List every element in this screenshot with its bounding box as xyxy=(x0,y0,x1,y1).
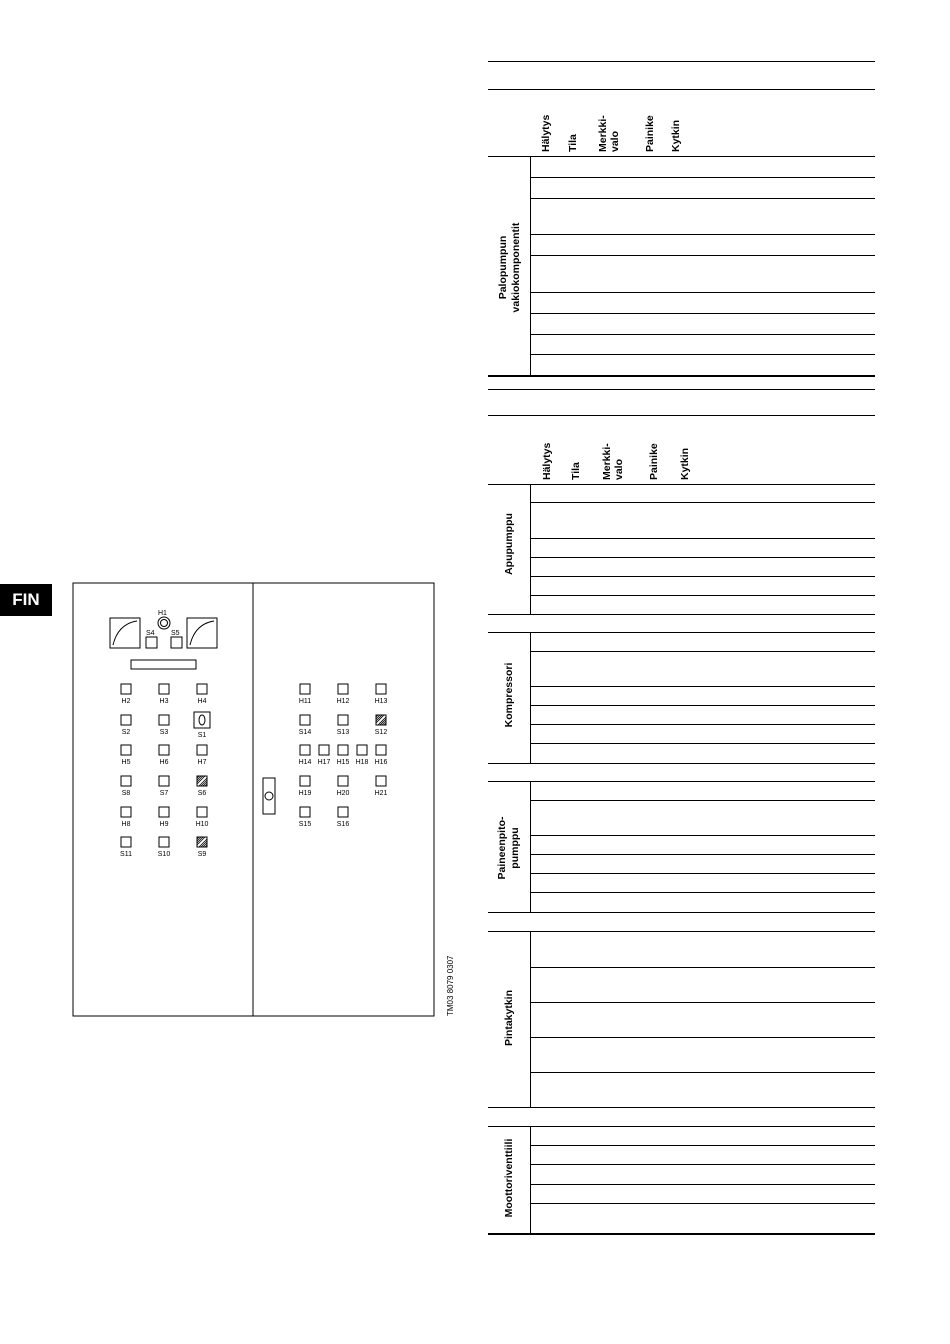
col-header-tila: Tila xyxy=(567,134,579,152)
display-strip xyxy=(131,660,196,669)
component-label: H5 xyxy=(121,759,131,766)
group-rule xyxy=(488,781,875,782)
component-label: H7 xyxy=(197,759,207,766)
table-row xyxy=(530,835,875,836)
table-row xyxy=(530,967,875,968)
col-header-painike: Painike xyxy=(644,115,656,152)
component-label: H8 xyxy=(121,821,131,828)
component-label: S16 xyxy=(336,821,350,828)
control-panel-drawing xyxy=(72,582,435,1017)
table-row xyxy=(530,1145,875,1146)
control-panel-svg xyxy=(72,582,435,1017)
component-label: S9 xyxy=(197,851,207,858)
component-label: S6 xyxy=(197,790,207,797)
right-door-components xyxy=(299,684,388,828)
col-header-halytys: Hälytys xyxy=(540,114,552,152)
component-label: S12 xyxy=(374,729,388,736)
group-rule xyxy=(488,912,875,913)
component-h4 xyxy=(197,684,207,705)
component-label: H21 xyxy=(374,790,388,797)
component-s11 xyxy=(120,837,132,858)
table-row xyxy=(530,292,875,293)
component-label: H12 xyxy=(336,698,350,705)
table1-group-divider xyxy=(530,157,531,375)
table2-rule xyxy=(488,415,875,416)
component-label: S15 xyxy=(298,821,312,828)
group-rule xyxy=(488,614,875,615)
component-label: S8 xyxy=(121,790,131,797)
table-row xyxy=(530,313,875,314)
table-row xyxy=(530,595,875,596)
component-label: S11 xyxy=(120,851,132,858)
component-label: H15 xyxy=(336,759,350,766)
button-s5-label: S5 xyxy=(171,630,180,637)
component-s8 xyxy=(121,776,131,797)
group-label-apupumppu: Apupumppu xyxy=(503,513,515,575)
group-label-palopumppu: Palopumpun vakiokomponentit xyxy=(497,222,522,313)
component-h3 xyxy=(159,684,169,705)
component-h10 xyxy=(196,807,209,828)
component-label: H6 xyxy=(159,759,169,766)
table-row xyxy=(530,177,875,178)
group-label-kompressori: Kompressori xyxy=(503,662,515,728)
group-rule xyxy=(488,931,875,932)
table-row xyxy=(530,854,875,855)
table-row xyxy=(530,800,875,801)
table-row xyxy=(530,538,875,539)
group-rule xyxy=(488,632,875,633)
component-s12 xyxy=(375,715,388,736)
component-h12 xyxy=(337,684,350,705)
table-row xyxy=(530,354,875,355)
component-label: H4 xyxy=(197,698,207,705)
table1-header-rule xyxy=(488,156,875,157)
col-header-halytys: Hälytys xyxy=(541,442,553,480)
component-s3 xyxy=(159,715,169,736)
component-s13 xyxy=(337,715,350,736)
component-s7 xyxy=(159,776,169,797)
component-label: S10 xyxy=(157,851,171,858)
component-label: S2 xyxy=(121,729,131,736)
table-row xyxy=(530,502,875,503)
left-door-components xyxy=(120,684,210,858)
component-h7 xyxy=(197,745,207,766)
component-h16 xyxy=(375,745,388,766)
table-row xyxy=(530,892,875,893)
table-row xyxy=(530,198,875,199)
group-rule xyxy=(488,1107,875,1108)
group-label-moottoriventtiili: Moottoriventtiili xyxy=(503,1138,515,1218)
component-s14 xyxy=(299,715,312,736)
table-row xyxy=(530,705,875,706)
component-label: S14 xyxy=(298,729,312,736)
component-s10 xyxy=(158,837,171,858)
component-h19 xyxy=(299,776,312,797)
component-label: H17 xyxy=(317,759,331,766)
col-header-kytkin: Kytkin xyxy=(670,119,682,152)
component-label: H14 xyxy=(298,759,312,766)
table2-header-rule xyxy=(488,484,875,485)
table-row xyxy=(530,743,875,744)
table-row xyxy=(530,255,875,256)
component-h20 xyxy=(337,776,350,797)
group-divider xyxy=(530,931,531,1107)
button-s4-icon xyxy=(146,637,157,648)
gauge-right xyxy=(187,618,217,648)
table-row xyxy=(530,651,875,652)
component-label: H10 xyxy=(195,821,209,828)
component-s6 xyxy=(197,776,207,797)
table2-top-rule xyxy=(488,389,875,390)
component-h15 xyxy=(337,745,350,766)
col-header-painike: Painike xyxy=(648,443,660,480)
component-label: H2 xyxy=(121,698,131,705)
lamp-h1-icon xyxy=(158,617,170,629)
component-s2 xyxy=(121,715,131,736)
table-row xyxy=(530,873,875,874)
group-label-paineenpitopumppu: Paineenpito- pumppu xyxy=(496,816,521,880)
component-label: S1 xyxy=(197,732,207,739)
component-label: H19 xyxy=(298,790,312,797)
table1-bottom-rule xyxy=(488,375,875,377)
button-s4-label: S4 xyxy=(146,630,155,637)
table-row xyxy=(530,1184,875,1185)
component-label: H9 xyxy=(159,821,169,828)
component-h13 xyxy=(375,684,388,705)
table-row xyxy=(530,1037,875,1038)
door-handle-icon xyxy=(263,778,275,814)
group-divider xyxy=(530,1126,531,1234)
component-h11 xyxy=(299,684,311,705)
table-row xyxy=(530,234,875,235)
component-h9 xyxy=(159,807,169,828)
table-row xyxy=(530,724,875,725)
component-s1 xyxy=(194,712,210,739)
component-s16 xyxy=(337,807,350,828)
component-label: H16 xyxy=(374,759,388,766)
table-row xyxy=(530,1203,875,1204)
component-label: S13 xyxy=(336,729,350,736)
component-h14 xyxy=(299,745,312,766)
component-label: H3 xyxy=(159,698,169,705)
component-h6 xyxy=(159,745,169,766)
drawing-code: TM03 8079 0307 xyxy=(446,955,455,1016)
table-row xyxy=(530,1164,875,1165)
component-label: S7 xyxy=(159,790,169,797)
table1-top-rule xyxy=(488,61,875,62)
component-h5 xyxy=(121,745,131,766)
component-label: S3 xyxy=(159,729,169,736)
table2-bottom-rule xyxy=(488,1233,875,1235)
col-header-kytkin: Kytkin xyxy=(679,447,691,480)
component-label: H11 xyxy=(298,698,312,705)
component-h8 xyxy=(121,807,131,828)
table1-rule xyxy=(488,89,875,90)
gauge-left xyxy=(110,618,140,648)
component-h18 xyxy=(356,745,369,766)
component-label: H20 xyxy=(336,790,350,797)
component-h2 xyxy=(121,684,131,705)
lamp-h1-label: H1 xyxy=(158,610,167,617)
group-rule xyxy=(488,763,875,764)
col-header-merkkivalo: Merkki- valo xyxy=(601,443,625,480)
component-label: H13 xyxy=(374,698,388,705)
table-row xyxy=(530,1072,875,1073)
component-s15 xyxy=(299,807,312,828)
group-rule xyxy=(488,1126,875,1127)
table-row xyxy=(530,686,875,687)
group-label-pintakytkin: Pintakytkin xyxy=(503,989,515,1047)
table-row xyxy=(530,576,875,577)
table-row xyxy=(530,557,875,558)
language-tab-fin: FIN xyxy=(0,584,52,616)
component-h17 xyxy=(318,745,331,766)
button-s5-icon xyxy=(171,637,182,648)
table-row xyxy=(530,334,875,335)
component-s9 xyxy=(197,837,207,858)
component-h21 xyxy=(375,776,388,797)
component-label: H18 xyxy=(355,759,369,766)
table-row xyxy=(530,1002,875,1003)
col-header-tila: Tila xyxy=(570,462,582,480)
col-header-merkkivalo: Merkki- valo xyxy=(597,115,621,152)
